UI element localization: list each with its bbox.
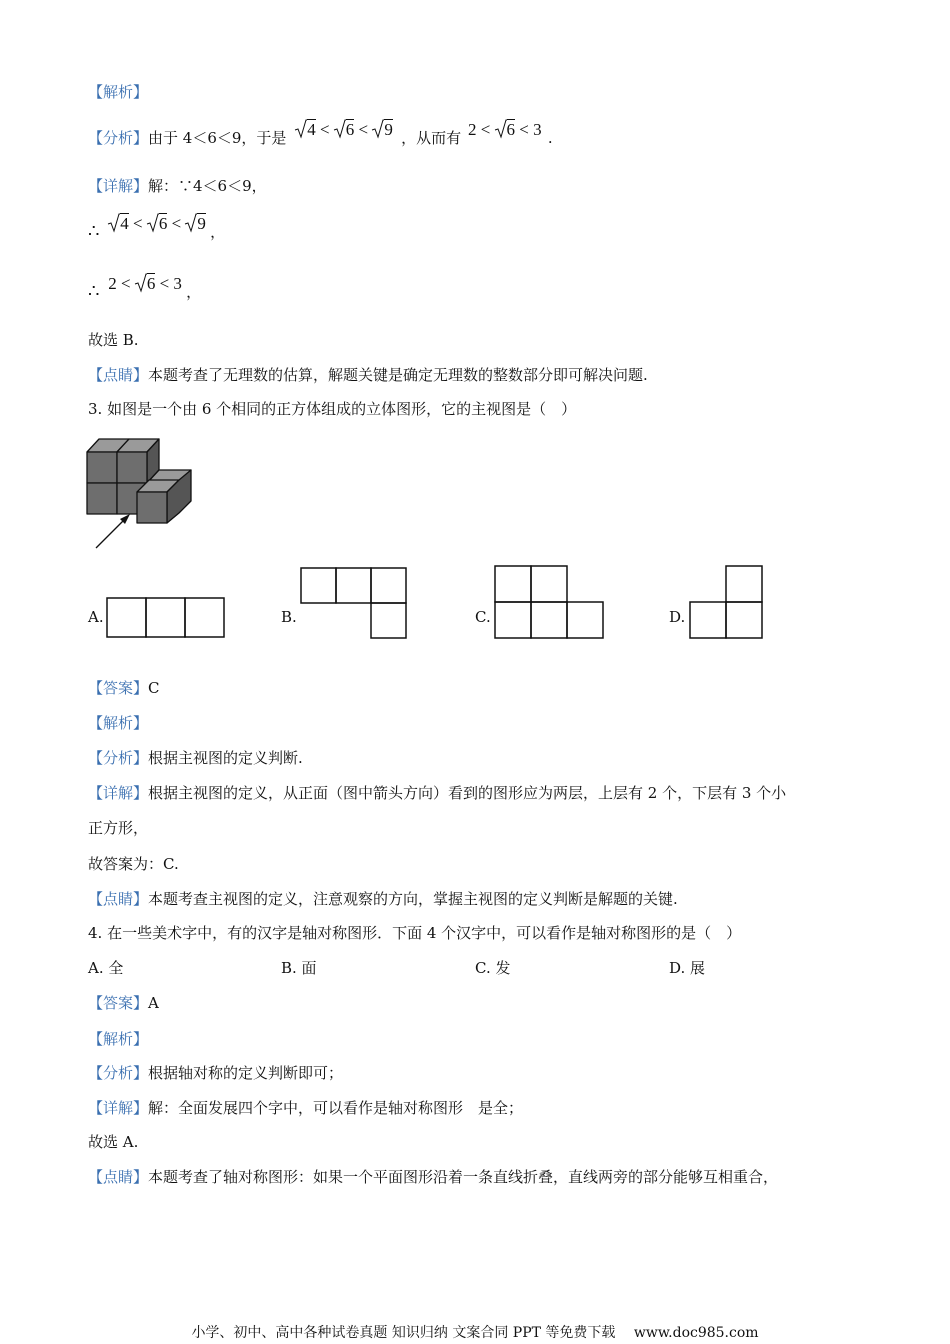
q4-option-c[interactable]: C. 发 (475, 959, 511, 977)
inequality-sqrt-4-6-9: 4 < 6 < 9 (108, 214, 210, 233)
q4-conclusion-line: 故选 A. (88, 1133, 139, 1151)
radical-icon (334, 120, 346, 138)
sqrt-4: 4 (108, 214, 129, 234)
inequality-sqrt-4-6-9: 4 < 6 < 9 (295, 120, 397, 139)
xiangjie-line-1: 【详解】解：∵4＜6＜9， (88, 177, 267, 195)
q3-option-c-figure[interactable] (494, 565, 604, 639)
q3-conclusion-line: 故答案为：C. (88, 855, 179, 873)
q3-option-b-label[interactable]: B. (281, 608, 297, 626)
q3-option-d-figure[interactable] (689, 565, 763, 639)
radical-icon (108, 214, 120, 232)
cube-front-face (137, 492, 167, 523)
q4-answer-line: 【答案】A (88, 994, 159, 1012)
q4-option-d[interactable]: D. 展 (669, 959, 706, 977)
cube-front-face (117, 452, 147, 483)
q4-jiexi-heading: 【解析】 (88, 1030, 149, 1048)
q3-xiangjie-line-2: 正方形， (88, 819, 149, 837)
inequality-2-sqrt6-3: 2 < 6 < 3 (108, 274, 182, 293)
dianjing-line-1: 【点睛】本题考查了无理数的估算，解题关键是确定无理数的整数部分即可解决问题. (88, 366, 648, 384)
q3-option-c-label[interactable]: C. (475, 608, 491, 626)
radical-icon (147, 214, 159, 232)
conclusion-line-1: 故选 B. (88, 331, 139, 349)
therefore-line-1: ∴ 4 < 6 < 9 ， (88, 214, 226, 242)
sqrt-9: 9 (185, 214, 206, 234)
sqrt-6: 6 (334, 120, 355, 140)
sqrt-4: 4 (295, 120, 316, 140)
cube-front-face (87, 452, 117, 483)
radical-icon (372, 120, 384, 138)
sqrt-6: 6 (495, 120, 516, 140)
q3-xiangjie-line-1: 【详解】根据主视图的定义，从正面（图中箭头方向）看到的图形应为两层，上层有 2 个，下层有 3 个小 (88, 784, 787, 802)
fenxi-line-1: 【分析】由于 4＜6＜9，于是 4 < 6 < 9 ，从而有 2 < 6 < 3 . (88, 120, 553, 147)
radical-icon (495, 120, 507, 138)
sqrt-6: 6 (135, 274, 156, 294)
q4-xiangjie-line: 【详解】解：全面发展四个字中，可以看作是轴对称图形 是全； (88, 1099, 524, 1117)
q4-dianjing-line: 【点睛】本题考查了轴对称图形：如果一个平面图形沿着一条直线折叠，直线两旁的部分能够互相重合， (88, 1168, 779, 1186)
question-3-text: 3. 如图是一个由 6 个相同的正方体组成的立体图形，它的主视图是（ ） (88, 400, 577, 418)
q4-option-a[interactable]: A. 全 (88, 959, 124, 977)
therefore-line-2: ∴ 2 < 6 < 3 ， (88, 274, 202, 302)
inequality-2-sqrt6-3: 2 < 6 < 3 (467, 120, 542, 139)
jiexi-heading-1: 【解析】 (88, 83, 149, 101)
q3-option-a-label[interactable]: A. (88, 608, 104, 626)
q4-fenxi-line: 【分析】根据轴对称的定义判断即可； (88, 1064, 344, 1082)
q4-option-b[interactable]: B. 面 (281, 959, 317, 977)
q3-option-d-label[interactable]: D. (669, 608, 686, 626)
q3-option-b-figure[interactable] (300, 567, 408, 639)
q3-option-a-figure[interactable] (106, 597, 226, 639)
q3-fenxi-line: 【分析】根据主视图的定义判断. (88, 749, 303, 767)
radical-icon (135, 274, 147, 292)
sqrt-9: 9 (372, 120, 393, 140)
q3-jiexi-heading: 【解析】 (88, 714, 149, 732)
cube-figure (86, 436, 206, 556)
page-footer[interactable]: 小学、初中、高中各种试卷真题 知识归纳 文案合同 PPT 等免费下载 www.doc985.com (191, 1325, 759, 1341)
cube-front-face (87, 483, 117, 514)
q3-answer-line: 【答案】C (88, 679, 160, 697)
sqrt-6: 6 (147, 214, 168, 234)
q3-dianjing-line: 【点睛】本题考查主视图的定义，注意观察的方向，掌握主视图的定义判断是解题的关键. (88, 890, 678, 908)
question-4-text: 4. 在一些美术字中，有的汉字是轴对称图形．下面 4 个汉字中，可以看作是轴对称图形的是（ ） (88, 924, 742, 942)
view-arrow (96, 518, 126, 548)
radical-icon (185, 214, 197, 232)
radical-icon (295, 120, 307, 138)
